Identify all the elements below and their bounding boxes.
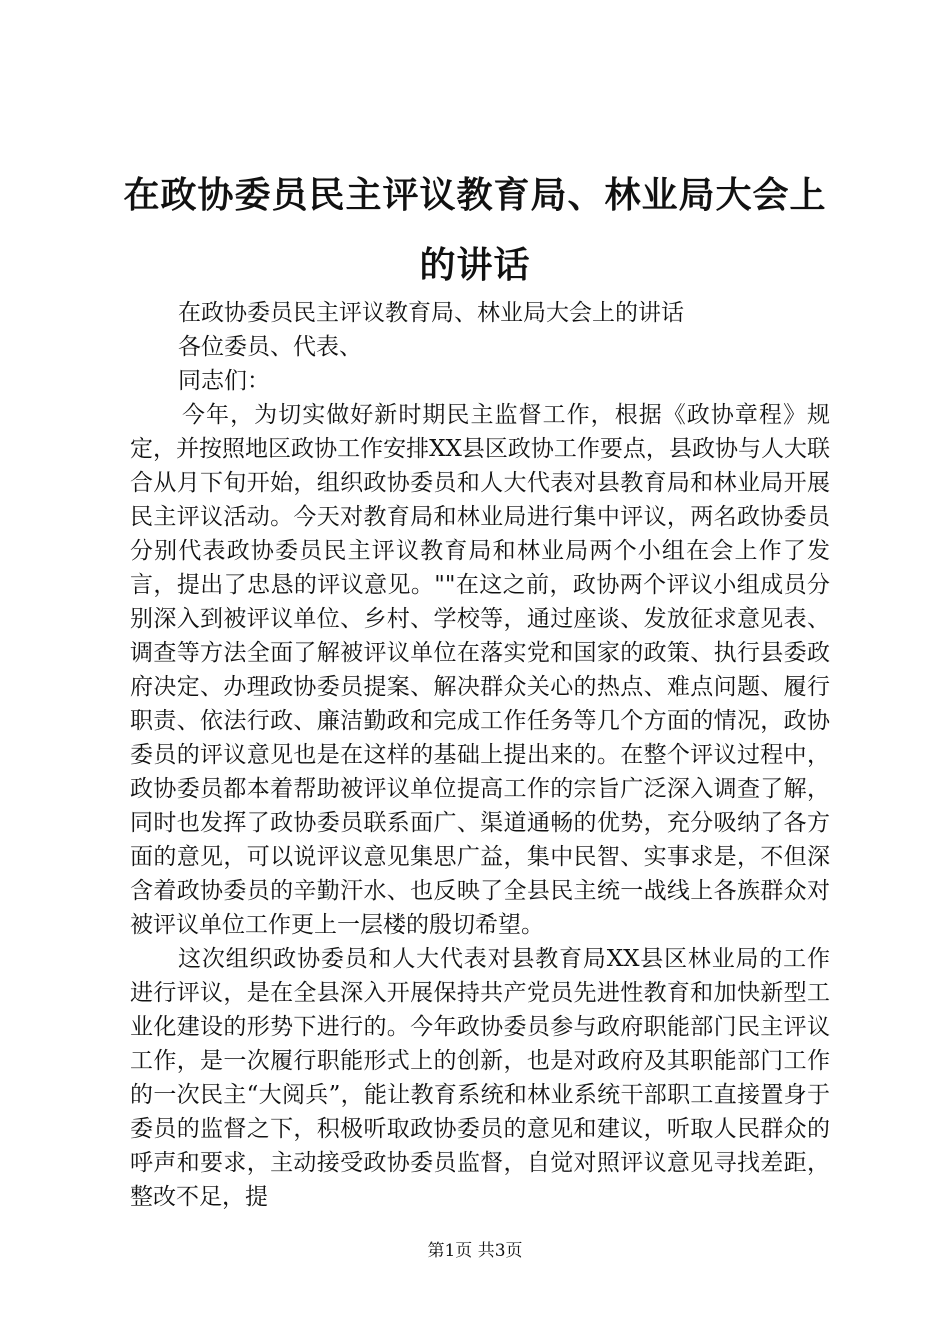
document-subtitle: 在政协委员民主评议教育局、林业局大会上的讲话 (178, 300, 684, 326)
paragraph-2: 这次组织政协委员和人大代表对县教育局XX县区林业局的工作进行评议，是在全县深入开展保持共产党员先进性教育和加快新型工业化建设的形势下进行的。今年政协委员参与政府职能部门民主评议工作，是一次履行职能形式上的创新，也是对政府及其职能部门工作的一次民主“大阅兵”，能让教育系统和林业系统干部职工直接置身于委员的监督之下，积极听取政协委员的意见和建议，听取人民群众的呼声和要求，主动接受政协委员监督，自觉对照评议意见寻找差距，整改不足，提 (130, 946, 830, 1210)
document-body (130, 296, 830, 1214)
salutation-line-1: 各位委员、代表、 (178, 334, 362, 360)
document-title: 在政协委员民主评议教育局、林业局大会上的讲话 (123, 174, 827, 286)
paragraph-1: 今年，为切实做好新时期民主监督工作，根据《政协章程》规定，并按照地区政协工作安排XX县区政协工作要点，县政协与人大联合从月下旬开始，组织政协委员和人大代表对县教育局和林业局开展民主评议活动。今天对教育局和林业局进行集中评议，两名政协委员分别代表政协委员民主评议教育局和林业局两个小组在会上作了发言，提出了忠恳的评议意见。""在这之前，政协两个评议小组成员分别深入到被评议单位、乡村、学校等，通过座谈、发放征求意见表、调查等方法全面了解被评议单位在落实党和国家的政策、执行县委政府决定、办理政协委员提案、解决群众关心的热点、难点问题、履行职责、依法行政、廉洁勤政和完成工作任务等几个方面的情况，政协委员的评议意见也是在这样的基础上提出来的。在整个评议过程中，政协委员都本着帮助被评议单位提高工作的宗旨广泛深入调查了解，同时也发挥了政协委员联系面广、渠道通畅的优势，充分吸纳了各方面的意见，可以说评议意见集思广益，集中民智、实事求是，不但深含着政协委员的辛勤汗水、也反映了全县民主统一战线上各族群众对被评议单位工作更上一层楼的殷切希望。 (130, 402, 830, 938)
salutation-line-2: 同志们： (178, 368, 270, 394)
page-footer: 第1页 共3页 (427, 1241, 523, 1261)
